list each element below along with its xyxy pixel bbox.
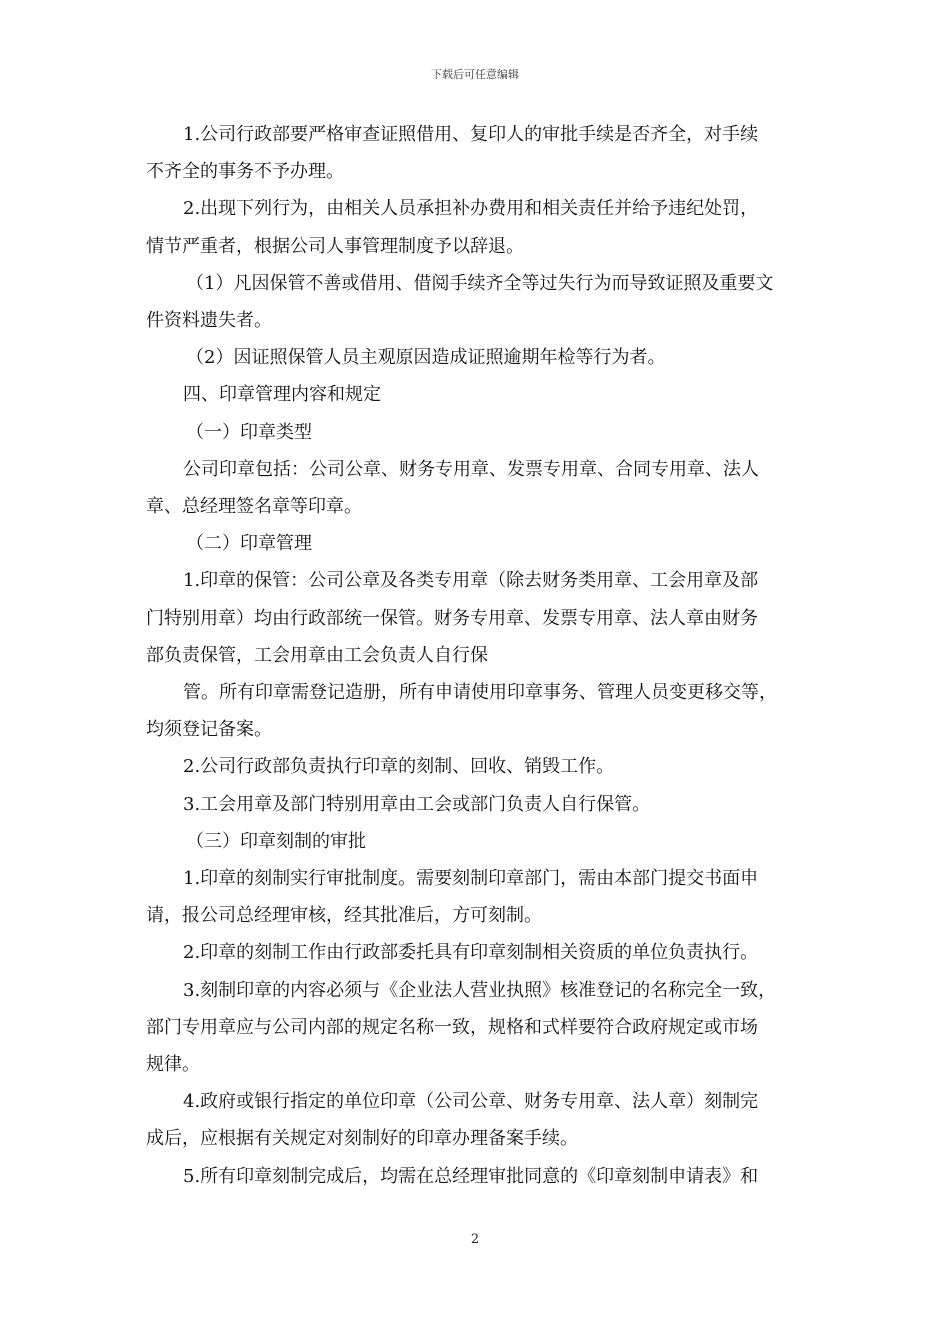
text-line: 件资料遗失者。: [146, 310, 272, 332]
text-line: 公司印章包括：公司公章、财务专用章、发票专用章、合同专用章、法人: [183, 458, 759, 480]
subsection-heading: （二）印章管理: [186, 533, 312, 555]
text-line: 章、总经理签名章等印章。: [146, 496, 362, 518]
text-line: 3.刻制印章的内容必须与《企业法人营业执照》核准登记的名称完全一致，: [183, 979, 777, 1001]
page-header: 下载后可任意编辑: [431, 68, 519, 81]
text-line: 部门专用章应与公司内部的规定名称一致，规格和式样要符合政府规定或市场: [146, 1016, 758, 1038]
text-line: 管。所有印章需登记造册，所有申请使用印章事务、管理人员变更移交等，: [183, 682, 777, 704]
text-line: 均须登记备案。: [146, 719, 272, 741]
text-line: 门特别用章）均由行政部统一保管。财务专用章、发票专用章、法人章由财务: [146, 607, 758, 629]
text-line: 不齐全的事务不予办理。: [146, 161, 344, 183]
text-line: 1.印章的保管：公司公章及各类专用章（除去财务类用章、工会用章及部: [183, 570, 759, 592]
text-line: 2.出现下列行为，由相关人员承担补办费用和相关责任并给予违纪处罚，: [183, 198, 759, 220]
text-line: 1.印章的刻制实行审批制度。需要刻制印章部门，需由本部门提交书面申: [183, 868, 759, 890]
text-line: 部负责保管，工会用章由工会负责人自行保: [146, 644, 488, 666]
text-line: 2.印章的刻制工作由行政部委托具有印章刻制相关资质的单位负责执行。: [183, 942, 759, 964]
text-line: 2.公司行政部负责执行印章的刻制、回收、销毁工作。: [183, 756, 615, 778]
subsection-heading: （一）印章类型: [186, 421, 312, 443]
text-line: 1.公司行政部要严格审查证照借用、复印人的审批手续是否齐全，对手续: [183, 124, 759, 145]
text-line: 3.工会用章及部门特别用章由工会或部门负责人自行保管。: [183, 793, 651, 815]
document-body: [146, 116, 818, 1195]
text-line: 成后，应根据有关规定对刻制好的印章办理备案手续。: [146, 1128, 578, 1150]
text-line: （1）凡因保管不善或借用、借阅手续齐全等过失行为而导致证照及重要文: [186, 272, 774, 294]
text-line: 5.所有印章刻制完成后，均需在总经理审批同意的《印章刻制申请表》和: [183, 1165, 759, 1187]
text-line: 规律。: [146, 1054, 200, 1076]
section-heading: 四、印章管理内容和规定: [183, 384, 381, 406]
text-line: 情节严重者，根据公司人事管理制度予以辞退。: [146, 235, 524, 257]
page-number: 2: [470, 1232, 480, 1247]
text-line: 请，报公司总经理审核，经其批准后，方可刻制。: [146, 905, 542, 927]
text-line: 4.政府或银行指定的单位印章（公司公章、财务专用章、法人章）刻制完: [183, 1091, 759, 1113]
text-line: （2）因证照保管人员主观原因造成证照逾期年检等行为者。: [186, 347, 666, 369]
subsection-heading: （三）印章刻制的审批: [186, 830, 366, 852]
